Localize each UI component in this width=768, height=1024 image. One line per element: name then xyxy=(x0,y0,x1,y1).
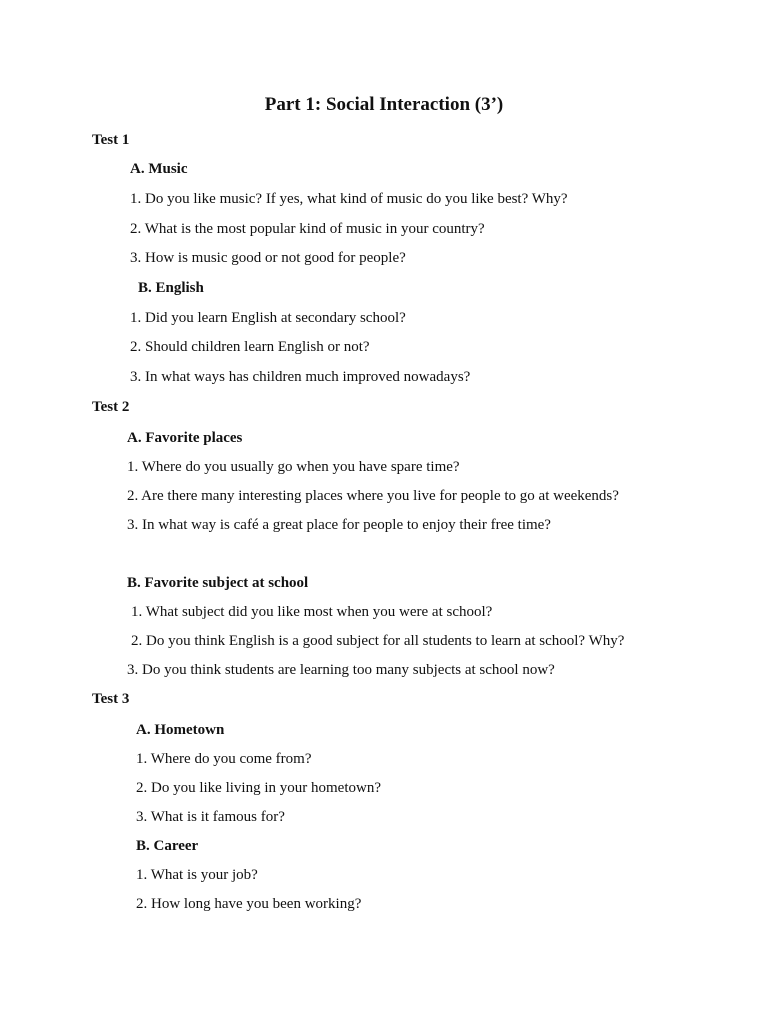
test-label: Test 3 xyxy=(92,691,130,707)
question-item: 2. Are there many interesting places where you live for people to go at weekends? xyxy=(127,488,619,504)
question-item: 3. In what ways has children much improved nowadays? xyxy=(130,369,471,385)
question-item: 1. What is your job? xyxy=(136,867,258,883)
section-heading: B. Career xyxy=(136,838,199,854)
section-heading: B. Favorite subject at school xyxy=(127,575,309,591)
question-item: 2. Do you think English is a good subject for all students to learn at school? Why? xyxy=(131,633,625,649)
question-item: 2. Should children learn English or not? xyxy=(130,339,370,355)
question-item: 1. Where do you usually go when you have spare time? xyxy=(127,459,460,475)
question-item: 3. What is it famous for? xyxy=(136,809,285,825)
question-item: 1. Do you like music? If yes, what kind of music do you like best? Why? xyxy=(130,191,568,207)
question-item: 2. How long have you been working? xyxy=(136,896,362,912)
page-title: Part 1: Social Interaction (3’) xyxy=(264,94,504,115)
question-item: 3. Do you think students are learning too many subjects at school now? xyxy=(127,662,555,678)
question-item: 3. How is music good or not good for people? xyxy=(130,250,406,266)
question-item: 3. In what way is café a great place for people to enjoy their free time? xyxy=(127,517,551,533)
question-item: 2. Do you like living in your hometown? xyxy=(136,780,381,796)
test-label: Test 2 xyxy=(92,399,130,415)
question-item: 1. Did you learn English at secondary school? xyxy=(130,310,406,326)
question-item: 1. What subject did you like most when you were at school? xyxy=(131,604,493,620)
section-heading: A. Favorite places xyxy=(127,430,243,446)
section-heading: B. English xyxy=(138,280,204,296)
test-label: Test 1 xyxy=(92,132,130,148)
section-heading: A. Music xyxy=(130,161,188,177)
question-item: 1. Where do you come from? xyxy=(136,751,312,767)
section-heading: A. Hometown xyxy=(136,722,225,738)
question-item: 2. What is the most popular kind of music in your country? xyxy=(130,221,485,237)
